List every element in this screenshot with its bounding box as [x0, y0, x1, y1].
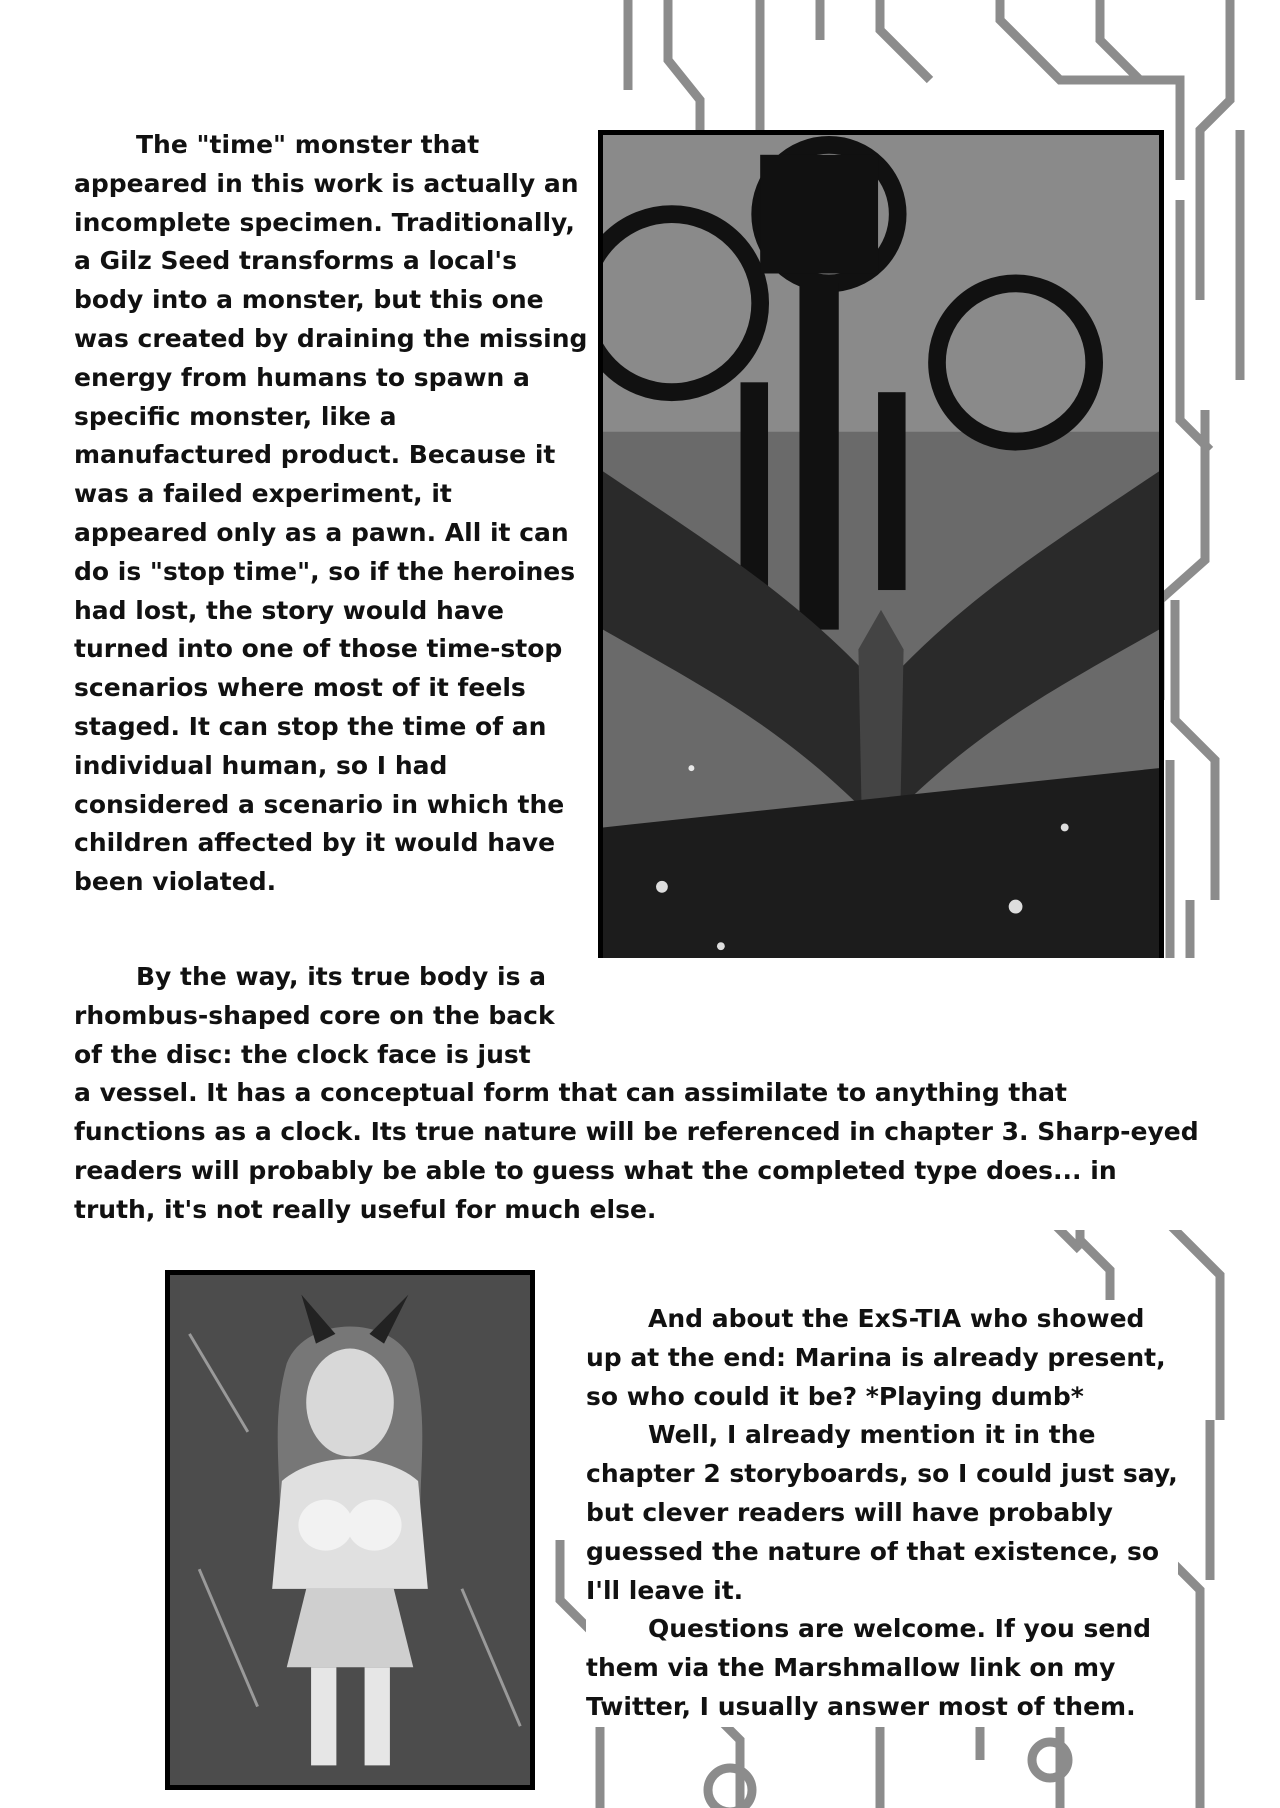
- text-line: readers will probably be able to guess what the completed type does... in: [74, 1155, 1117, 1185]
- text-block-true-body: [74, 958, 1199, 1230]
- bottom-illustration-panel: [165, 1270, 535, 1790]
- text-line: guessed the nature of that existence, so: [586, 1536, 1160, 1566]
- text-line: And about the ExS-TIA who showed: [648, 1304, 1145, 1333]
- text-line: truth, it's not really useful for much else.: [74, 1194, 657, 1224]
- text-line: a vessel. It has a conceptual form that can assimilate to anything that: [74, 1078, 1067, 1108]
- text-line: considered a scenario in which the: [74, 789, 565, 819]
- text-line: up at the end: Marina is already present,: [586, 1342, 1166, 1372]
- text-line: do is "stop time", so if the heroines: [74, 556, 576, 586]
- text-line: a Gilz Seed transforms a local's: [74, 246, 517, 276]
- text-line: rhombus-shaped core on the back: [74, 1000, 555, 1030]
- text-block-time-monster: [74, 126, 587, 902]
- text-line: manufactured product. Because it: [74, 440, 556, 470]
- armored-heroine-illustration-icon: [170, 1275, 530, 1785]
- text-line: of the disc: the clock face is just: [74, 1039, 531, 1069]
- text-line: chapter 2 storyboards, so I could just say,: [586, 1459, 1178, 1489]
- text-line: appeared in this work is actually an: [74, 168, 579, 198]
- text-line: but clever readers will have probably: [586, 1497, 1113, 1527]
- text-line: been violated.: [74, 867, 277, 897]
- text-line: energy from humans to spawn a: [74, 362, 530, 392]
- text-line: I'll leave it.: [586, 1575, 744, 1605]
- text-line: them via the Marshmallow link on my: [586, 1653, 1116, 1683]
- text-line: Twitter, I usually answer most of them.: [586, 1691, 1136, 1721]
- text-line: was created by draining the missing: [74, 323, 588, 353]
- text-line: The "time" monster that: [136, 130, 480, 159]
- clock-monster-illustration-icon: [603, 135, 1159, 1053]
- text-line: had lost, the story would have: [74, 595, 504, 625]
- text-line: staged. It can stop the time of an: [74, 711, 547, 741]
- text-line: Well, I already mention it in the: [648, 1420, 1096, 1450]
- text-line: incomplete specimen. Traditionally,: [74, 207, 575, 237]
- text-line: turned into one of those time-stop: [74, 634, 563, 664]
- text-line: so who could it be? *Playing dumb*: [586, 1381, 1084, 1411]
- text-line: children affected by it would have: [74, 828, 556, 858]
- text-line: appeared only as a pawn. All it can: [74, 517, 569, 547]
- text-block-exs-tia: [586, 1300, 1178, 1727]
- text-line: functions as a clock. Its true nature will be referenced in chapter 3. Sharp-eyed: [74, 1117, 1199, 1147]
- text-line: was a failed experiment, it: [74, 479, 452, 509]
- text-line: By the way, its true body is a: [136, 962, 547, 991]
- text-line: individual human, so I had: [74, 750, 448, 780]
- text-line: specific monster, like a: [74, 401, 397, 431]
- text-line: body into a monster, but this one: [74, 285, 544, 315]
- top-illustration-panel: [598, 130, 1164, 1058]
- text-line: Questions are welcome. If you send: [648, 1614, 1152, 1644]
- text-line: scenarios where most of it feels: [74, 673, 526, 703]
